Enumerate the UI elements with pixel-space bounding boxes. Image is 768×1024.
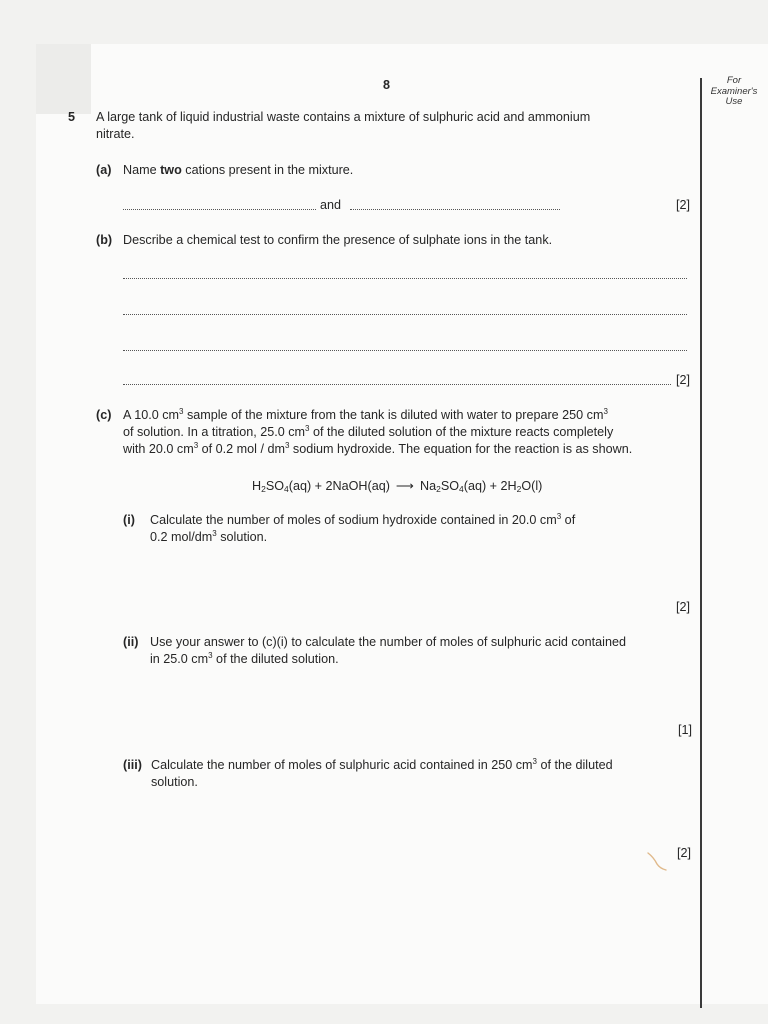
question-number: 5 xyxy=(68,110,76,124)
part-c-label: (c) xyxy=(96,408,112,422)
question-stem-line-1: A large tank of liquid industrial waste contains a mixture of sulphuric acid and ammonium xyxy=(96,110,591,124)
part-a-prompt xyxy=(123,162,353,179)
part-c-line-1-a: A 10.0 cm xyxy=(123,408,180,422)
part-c-ii-mark: [1] xyxy=(678,723,693,737)
superscript: 3 xyxy=(284,441,290,450)
part-c-ii-line-2-b: of the diluted solution. xyxy=(212,652,339,666)
pen-tick-mark-icon xyxy=(646,850,670,872)
part-c-ii-line-2 xyxy=(150,651,339,668)
eq-arrow: ⟶ xyxy=(395,479,414,493)
part-c-line-3 xyxy=(123,441,632,458)
answer-line-a-2[interactable] xyxy=(350,199,560,210)
part-a-and: and xyxy=(320,198,342,212)
superscript: 3 xyxy=(193,441,199,450)
part-c-i-line-2-b: solution. xyxy=(216,530,268,544)
part-a-text-bold: two xyxy=(160,163,182,177)
superscript: 3 xyxy=(212,529,217,538)
eq-lhs-2-sub: 4 xyxy=(284,484,289,494)
eq-rhs-4: O(l) xyxy=(521,479,543,493)
page-number: 8 xyxy=(383,78,391,92)
superscript: 3 xyxy=(556,512,562,521)
part-a-mark: [2] xyxy=(676,198,691,212)
superscript: 3 xyxy=(179,407,184,416)
part-c-line-2-b: of the diluted solution of the mixture reacts completely xyxy=(309,425,614,439)
part-c-i-line-2-a: 0.2 mol/dm xyxy=(150,530,213,544)
part-b-mark: [2] xyxy=(676,373,691,387)
eq-lhs-2: SO xyxy=(265,479,285,493)
eq-rhs-3-sub: 2 xyxy=(516,484,522,494)
eq-rhs-2: SO xyxy=(440,479,460,493)
part-c-line-3-b: of 0.2 mol / dm xyxy=(198,442,285,456)
part-c-i-line-2 xyxy=(150,529,267,546)
superscript: 3 xyxy=(532,757,537,766)
eq-rhs-3: (aq) + 2H xyxy=(463,479,517,493)
part-c-ii-line-1: Use your answer to (c)(i) to calculate the number of moles of sulphuric acid contained xyxy=(150,635,626,649)
part-c-i-line-1-b: of xyxy=(561,513,576,527)
eq-rhs-1-sub: 2 xyxy=(436,484,441,494)
eq-rhs-2-sub: 4 xyxy=(459,484,464,494)
part-b-label: (b) xyxy=(96,233,113,247)
answer-line-b-4[interactable] xyxy=(123,374,671,385)
eq-lhs-1: H xyxy=(252,479,262,493)
examiner-line-2: Examiner's xyxy=(710,85,758,97)
reaction-equation xyxy=(252,478,542,495)
part-c-ii-label: (ii) xyxy=(123,635,139,649)
examiner-line-1: For xyxy=(726,75,742,86)
superscript: 3 xyxy=(305,424,310,433)
part-c-line-1 xyxy=(123,407,608,424)
examiner-line-3: Use xyxy=(725,96,743,107)
part-a-label: (a) xyxy=(96,163,112,177)
answer-line-b-3[interactable] xyxy=(123,340,687,351)
answer-line-b-2[interactable] xyxy=(123,304,687,315)
examiner-use-label xyxy=(700,76,768,108)
part-c-iii-line-1-b: of the diluted xyxy=(536,758,613,772)
part-c-line-3-c: sodium hydroxide. The equation for the reaction is as shown. xyxy=(289,442,633,456)
eq-rhs-1: Na xyxy=(419,479,437,493)
part-c-iii-label: (iii) xyxy=(123,758,142,772)
part-c-iii-line-2: solution. xyxy=(151,775,198,789)
part-c-i-line-1-a: Calculate the number of moles of sodium hydroxide contained in 20.0 cm xyxy=(150,513,557,527)
answer-line-a-1[interactable] xyxy=(123,199,316,210)
part-c-iii-line-1 xyxy=(151,757,613,774)
part-c-line-3-a: with 20.0 cm xyxy=(123,442,194,456)
part-c-iii-line-1-a: Calculate the number of moles of sulphuric acid contained in 250 cm xyxy=(151,758,533,772)
part-a-text-1: Name xyxy=(123,163,161,177)
scan-smudge xyxy=(36,44,91,114)
question-stem-line-2: nitrate. xyxy=(96,127,135,141)
eq-lhs-1-sub: 2 xyxy=(261,484,266,494)
superscript: 3 xyxy=(208,651,213,660)
part-c-line-2-a: of solution. In a titration, 25.0 cm xyxy=(123,425,306,439)
part-c-ii-line-2-a: in 25.0 cm xyxy=(150,652,209,666)
part-c-line-2 xyxy=(123,424,613,441)
part-b-prompt: Describe a chemical test to confirm the presence of sulphate ions in the tank. xyxy=(123,233,553,247)
superscript: 3 xyxy=(603,407,608,416)
part-c-iii-mark: [2] xyxy=(677,846,692,860)
part-c-i-line-1 xyxy=(150,512,575,529)
answer-line-b-1[interactable] xyxy=(123,268,687,279)
part-c-i-mark: [2] xyxy=(676,600,691,614)
part-c-line-1-b: sample of the mixture from the tank is diluted with water to prepare 250 cm xyxy=(183,408,604,422)
part-c-i-label: (i) xyxy=(123,513,135,527)
examiner-margin-line xyxy=(700,78,702,1008)
eq-lhs-3: (aq) + 2NaOH(aq) xyxy=(288,479,390,493)
part-a-text-2: cations present in the mixture. xyxy=(181,163,354,177)
